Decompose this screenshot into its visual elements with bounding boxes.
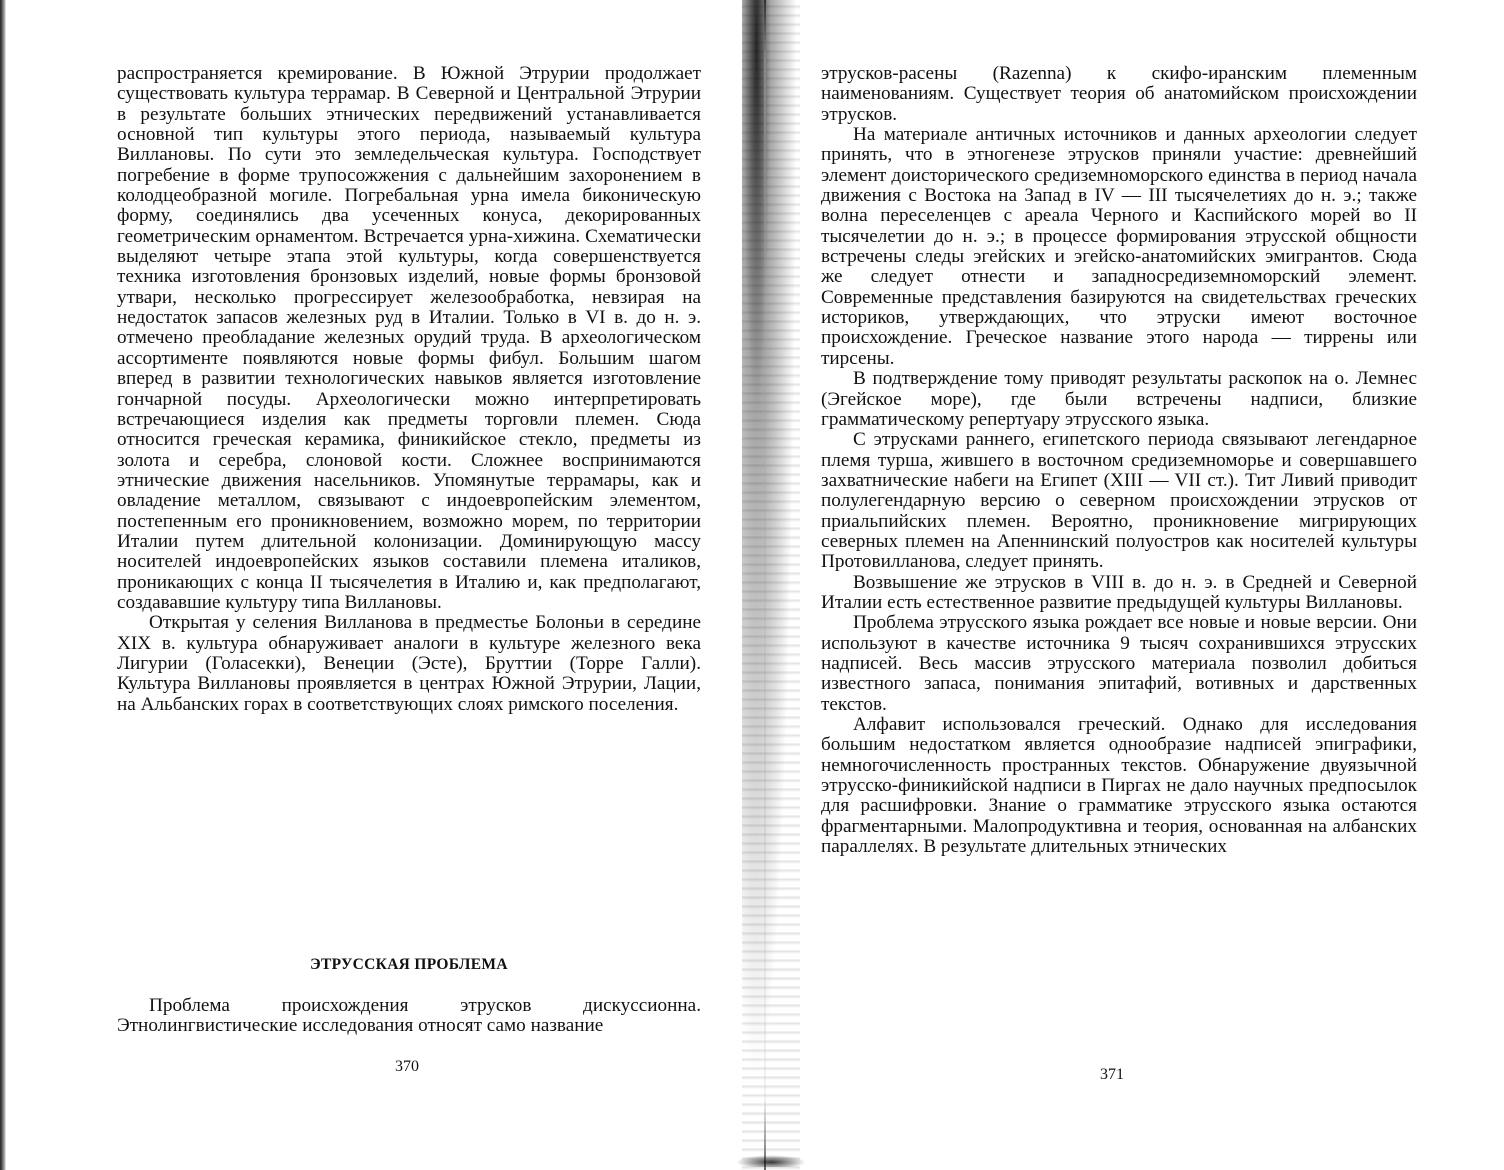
left-page-body: [117, 64, 701, 715]
page-edge-shadow: [0, 0, 6, 1170]
right-page: [752, 0, 1504, 1170]
paragraph: распространяется кремирование. В Южной Этрурии продолжает существовать культура террамар. В Северной и Центральной Этрурии в результате больших этнических передвижений устанавливается основной тип культуры этого периода, называемый культура Виллановы. По сути это земледельческая культура. Господствует погребение в форме трупосожжения с дальнейшим захоронением в колодцеобразной могиле. Погребальная урна имела биконическую форму, соединялись два усеченных конуса, декорированных геометрическим орнаментом. Встречается урна-хижина. Схематически выделяют четыре этапа этой культуры, когда совершенствуется техника изготовления бронзовых изделий, новые формы бронзовой утвари, несколько прогрессирует железообработка, невзирая на недостаток запасов железных руд в Италии. Только в VI в. до н. э. отмечено преобладание железных орудий труда. В археологическом ассортименте появляются новые формы фибул. Большим шагом вперед в развитии технологических навыков является изготовление гончарной посуды. Археологически можно интерпретировать встречающиеся изделия как предметы торговли племен. Сюда относится греческая керамика, финикийское стекло, предметы из золота и серебра, слоновой кости. Сложнее воспринимаются этнические движения насельников. Упомянутые террамары, как и овладение металлом, связывают с индоевропейским элементом, постепенным его проникновением, возможно морем, по территории Италии путем длительной колонизации. Доминирующую массу носителей индоевропейских языков составили племена италиков, проникающих с конца II тысячелетия в Италию и, как предполагают, создававшие культуру типа Виллановы.: [117, 63, 701, 613]
paragraph: С этрусками раннего, египетского периода связывают легендарное племя турша, жившего в восточном средиземноморье и совершавшего захватнические набеги на Египет (XIII — VII ст.). Тит Ливий приводит полулегендарную версию о северном происхождении этрусков от приальпийских племен. Вероятно, проникновение мигрирующих северных племен на Апеннинский полуостров как носителей культуры Протовилланова, следует принять.: [821, 429, 1417, 573]
paragraph: На материале античных источников и данных археологии следует принять, что в этногенезе этрусков приняли участие: древнейший элемент доисторического средиземноморского единства в период начала движения с Востока на Запад в IV — III тысячелетиях до н. э.; также волна переселенцев с ареала Черного и Каспийского морей во II тысячелетии до н. э.; в процессе формирования этрусской общности встречены следы эгейских и эгейско-анатомийских эмигрантов. Сюда же следует отнести и западносредиземноморский элемент. Современные представления базируются на свидетельствах греческих историков, утверждающих, что этруски имеют восточное происхождение. Греческое название этого народа — тиррены или тирсены.: [821, 124, 1417, 369]
section-heading: ЭТРУССКАЯ ПРОБЛЕМА: [310, 956, 508, 973]
page-number: 371: [1100, 1066, 1124, 1083]
paragraph: Возвышение же этрусков в VIII в. до н. э. в Средней и Северной Италии есть естественное развитие предыдущей культуры Виллановы.: [821, 571, 1417, 613]
right-page-body: [821, 64, 1417, 857]
paragraph: этрусков-расены (Razenna) к скифо-иранским племенным наименованиям. Существует теория об анатомийском происхождении этрусков.: [821, 63, 1417, 125]
paragraph: Алфавит использовался греческий. Однако для исследования большим недостатком является однообразие надписей эпиграфики, немногочисленность пространных текстов. Обнаружение двуязычной этрусско-финикийской надписи в Пиргах не дало научных предпосылок для расшифровки. Знание о грамматике этрусского языка остаются фрагментарными. Малопродуктивна и теория, основанная на албанских параллелях. В результате длительных этнических: [821, 714, 1417, 858]
paragraph: В подтверждение тому приводят результаты раскопок на о. Лемнес (Эгейское море), где были встречены надписи, близкие грамматическому репертуару этрусского языка.: [821, 368, 1417, 430]
page-number: 370: [395, 1058, 419, 1075]
paragraph: Проблема происхождения этрусков дискуссионна. Этнолингвистические исследования относят само название: [117, 995, 701, 1037]
section-paragraph: [117, 996, 701, 1037]
paragraph: Проблема этрусского языка рождает все новые и новые версии. Они используют в качестве источника 9 тысяч сохранившихся этрусских надписей. Весь массив этрусского материала позволил добиться известного запаса, понимания эпитафий, вотивных и дарственных текстов.: [821, 612, 1417, 715]
paragraph: Открытая у селения Вилланова в предместье Болоньи в середине XIX в. культура обнаруживает аналоги в культуре железного века Лигурии (Голасекки), Венеции (Эсте), Бруттии (Торре Галли). Культура Виллановы проявляется в центрах Южной Этрурии, Лации, на Альбанских горах в соответствующих слоях римского поселения.: [117, 612, 701, 715]
